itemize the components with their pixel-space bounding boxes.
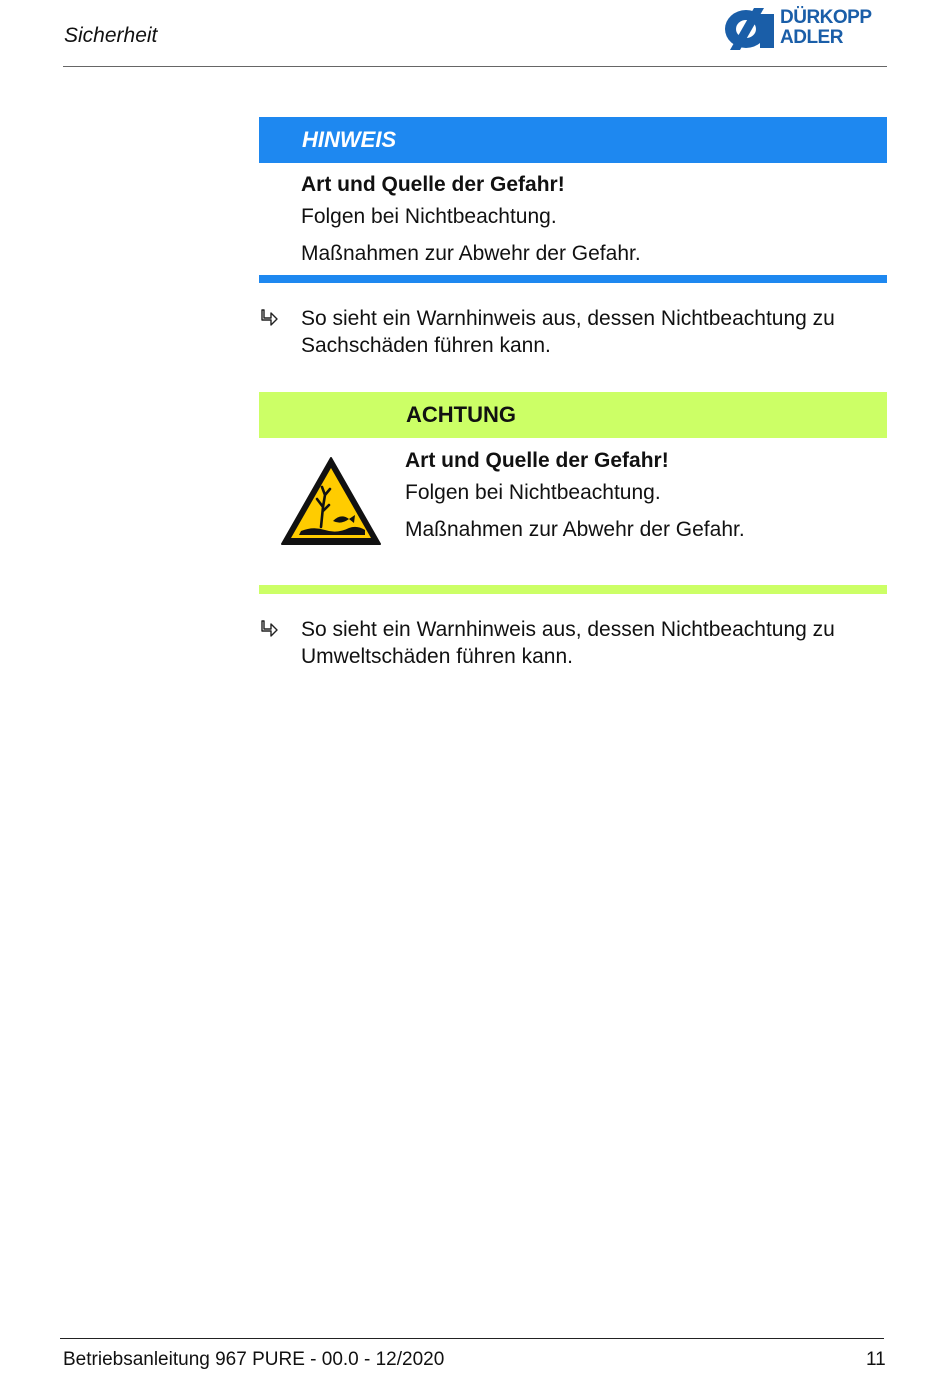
company-logo [724, 8, 888, 50]
header-section-title: Sicherheit [64, 24, 158, 47]
logo-line-1: DÜRKOPP [780, 7, 872, 28]
header-divider [63, 66, 887, 67]
hinweis-bottom-bar [259, 275, 887, 283]
achtung-title-bar [259, 392, 887, 438]
achtung-consequences: Folgen bei Nichtbeachtung. [405, 481, 661, 504]
achtung-title: ACHTUNG [406, 402, 516, 427]
hand-arrow-icon [259, 308, 279, 330]
hinweis-title-bar [259, 117, 887, 163]
footer-divider [60, 1338, 884, 1339]
hinweis-consequences: Folgen bei Nichtbeachtung. [301, 205, 557, 228]
footer-document-info: Betriebsanleitung 967 PURE - 00.0 - 12/2020 [63, 1349, 445, 1370]
hinweis-title: HINWEIS [302, 127, 397, 152]
bullet-property-damage-text: So sieht ein Warnhinweis aus, dessen Nichtbeachtung zu Sachschäden führen kann. [301, 307, 835, 357]
achtung-bottom-bar [259, 585, 887, 594]
achtung-hazard-source: Art und Quelle der Gefahr! [405, 449, 669, 472]
hinweis-measures: Maßnahmen zur Abwehr der Gefahr. [301, 242, 641, 265]
logo-line-2: ADLER [780, 27, 843, 48]
hand-arrow-icon [259, 619, 279, 641]
environment-hazard-icon [279, 455, 383, 547]
page-number: 11 [866, 1349, 886, 1370]
achtung-measures: Maßnahmen zur Abwehr der Gefahr. [405, 518, 745, 541]
hinweis-hazard-source: Art und Quelle der Gefahr! [301, 173, 565, 196]
logo-mark-icon [724, 8, 776, 50]
bullet-environment-damage-text: So sieht ein Warnhinweis aus, dessen Nichtbeachtung zu Umweltschäden führen kann. [301, 618, 835, 668]
